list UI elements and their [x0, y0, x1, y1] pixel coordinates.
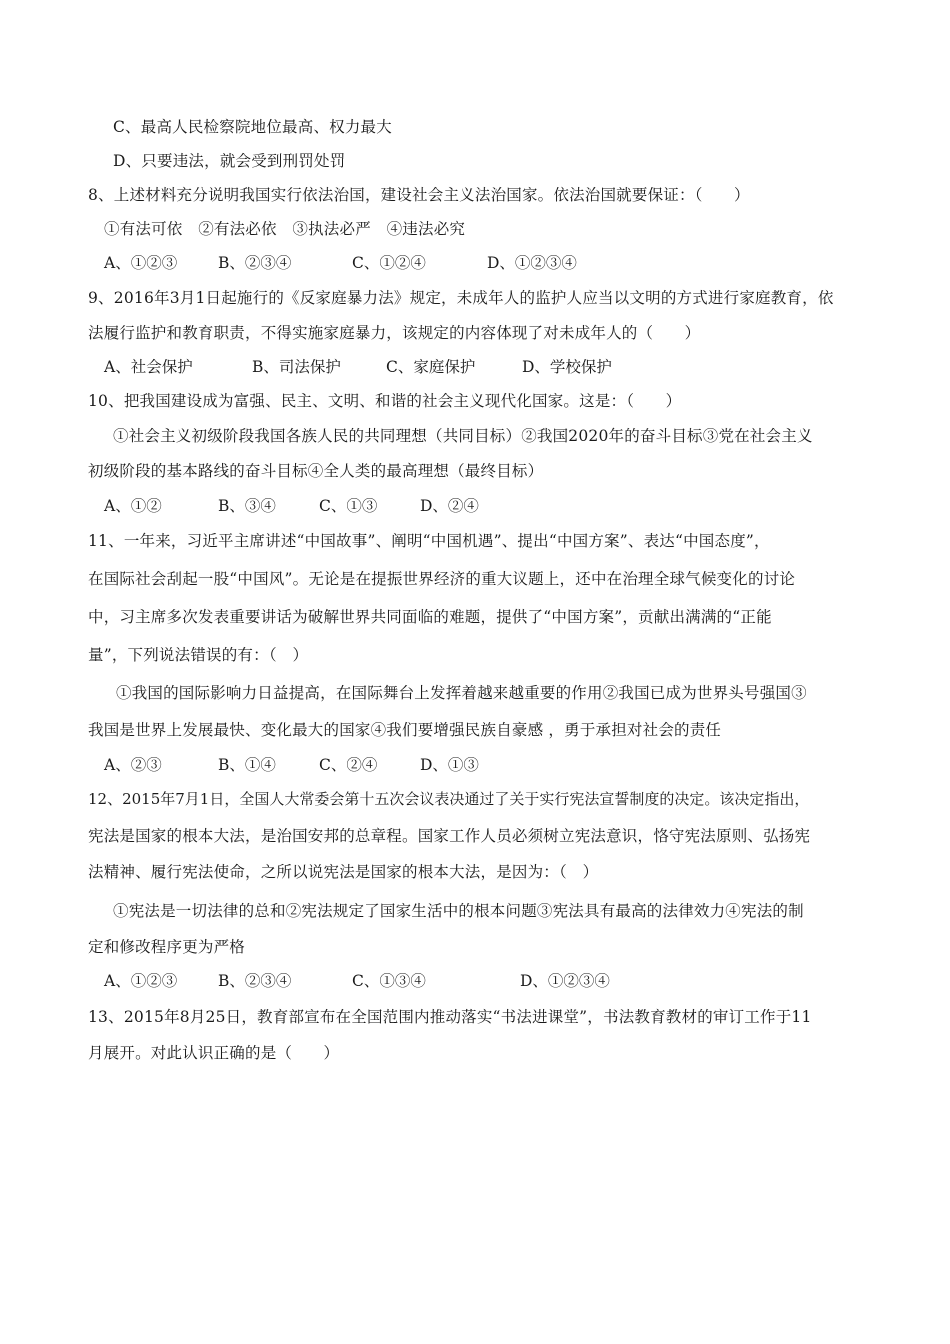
q9-option-a: A、社会保护 — [104, 358, 193, 376]
q10-options — [104, 496, 704, 516]
q11-options — [104, 755, 704, 775]
q11-statements-line-2: 我国是世界上发展最快、变化最大的国家④我们要增强民族自豪感 ，勇于承担对社会的责任 — [88, 721, 722, 739]
q8-option-c: C、①②④ — [352, 254, 426, 272]
q10-stem: 10、把我国建设成为富强、民主、文明、和谐的社会主义现代化国家。这是：（ ） — [88, 392, 682, 410]
q9-option-d: D、学校保护 — [522, 358, 612, 376]
q7-option-c: C、最高人民检察院地位最高、权力最大 — [113, 118, 392, 136]
q9-options — [104, 357, 704, 377]
q11-option-c: C、②④ — [319, 756, 378, 774]
q10-statements-line-2: 初级阶段的基本路线的奋斗目标④全人类的最高理想（最终目标） — [88, 462, 544, 480]
q12-stem-line-1: 12、2015年7月1日，全国人大常委会第十五次会议表决通过了关于实行宪法宣誓制度的决定。该决定指出， — [88, 790, 810, 808]
q12-stem-line-2: 宪法是国家的根本大法，是治国安邦的总章程。国家工作人员必须树立宪法意识，恪守宪法原则、弘扬宪 — [88, 827, 811, 845]
q10-option-a: A、①② — [104, 497, 162, 515]
q8-option-a: A、①②③ — [104, 254, 178, 272]
q8-statements: ①有法可依 ②有法必依 ③执法必严 ④违法必究 — [104, 220, 466, 238]
q11-stem-line-2: 在国际社会刮起一股“中国风”。无论是在提振世界经济的重大议题上，还中在治理全球气候变化的讨论 — [88, 570, 796, 588]
q9-option-b: B、司法保护 — [252, 358, 341, 376]
q7-option-d: D、只要违法，就会受到刑罚处罚 — [113, 152, 346, 170]
q9-stem-line-2: 法履行监护和教育职责，不得实施家庭暴力，该规定的内容体现了对未成年人的（ ） — [88, 324, 701, 342]
q12-stem-line-3: 法精神、履行宪法使命，之所以说宪法是国家的根本大法，是因为：（ ） — [88, 863, 599, 881]
q10-option-c: C、①③ — [319, 497, 378, 515]
q11-stem-line-4: 量”，下列说法错误的有：（ ） — [88, 646, 309, 664]
q10-statements-line-1: ①社会主义初级阶段我国各族人民的共同理想（共同目标）②我国2020年的奋斗目标③党在社会主义 — [113, 427, 813, 445]
q12-option-c: C、①③④ — [352, 972, 426, 990]
q8-option-d: D、①②③④ — [487, 254, 577, 272]
q11-option-d: D、①③ — [420, 756, 479, 774]
q13-stem-line-1: 13、2015年8月25日，教育部宣布在全国范围内推动落实“书法进课堂”，书法教育教材的审订工作于11 — [88, 1008, 812, 1026]
q13-stem-line-2: 月展开。对此认识正确的是（ ） — [88, 1044, 340, 1062]
q11-option-b: B、①④ — [218, 756, 276, 774]
q11-option-a: A、②③ — [104, 756, 162, 774]
q12-option-d: D、①②③④ — [520, 972, 610, 990]
q10-option-d: D、②④ — [420, 497, 479, 515]
q12-options — [104, 971, 704, 991]
q8-option-b: B、②③④ — [218, 254, 292, 272]
q12-statements-line-1: ①宪法是一切法律的总和②宪法规定了国家生活中的根本问题③宪法具有最高的法律效力④宪法的制 — [113, 902, 804, 920]
q11-statements-line-1: ①我国的国际影响力日益提高，在国际舞台上发挥着越来越重要的作用②我国已成为世界头号强国③ — [116, 684, 807, 702]
q9-stem-line-1: 9、2016年3月1日起施行的《反家庭暴力法》规定，未成年人的监护人应当以文明的方式进行家庭教育，依 — [88, 289, 834, 307]
q8-stem: 8、上述材料充分说明我国实行依法治国，建设社会主义法治国家。依法治国就要保证：（ ） — [88, 186, 750, 204]
q12-option-a: A、①②③ — [104, 972, 178, 990]
q12-statements-line-2: 定和修改程序更为严格 — [88, 938, 246, 956]
q8-options — [104, 253, 704, 273]
q12-option-b: B、②③④ — [218, 972, 292, 990]
q9-option-c: C、家庭保护 — [386, 358, 476, 376]
q10-option-b: B、③④ — [218, 497, 276, 515]
q11-stem-line-3: 中，习主席多次发表重要讲话为破解世界共同面临的难题，提供了“中国方案”，贡献出满满的“正能 — [88, 608, 772, 626]
q11-stem-line-1: 11、一年来，习近平主席讲述“中国故事”、阐明“中国机遇”、提出“中国方案”、表达“中国态度”， — [88, 532, 770, 550]
